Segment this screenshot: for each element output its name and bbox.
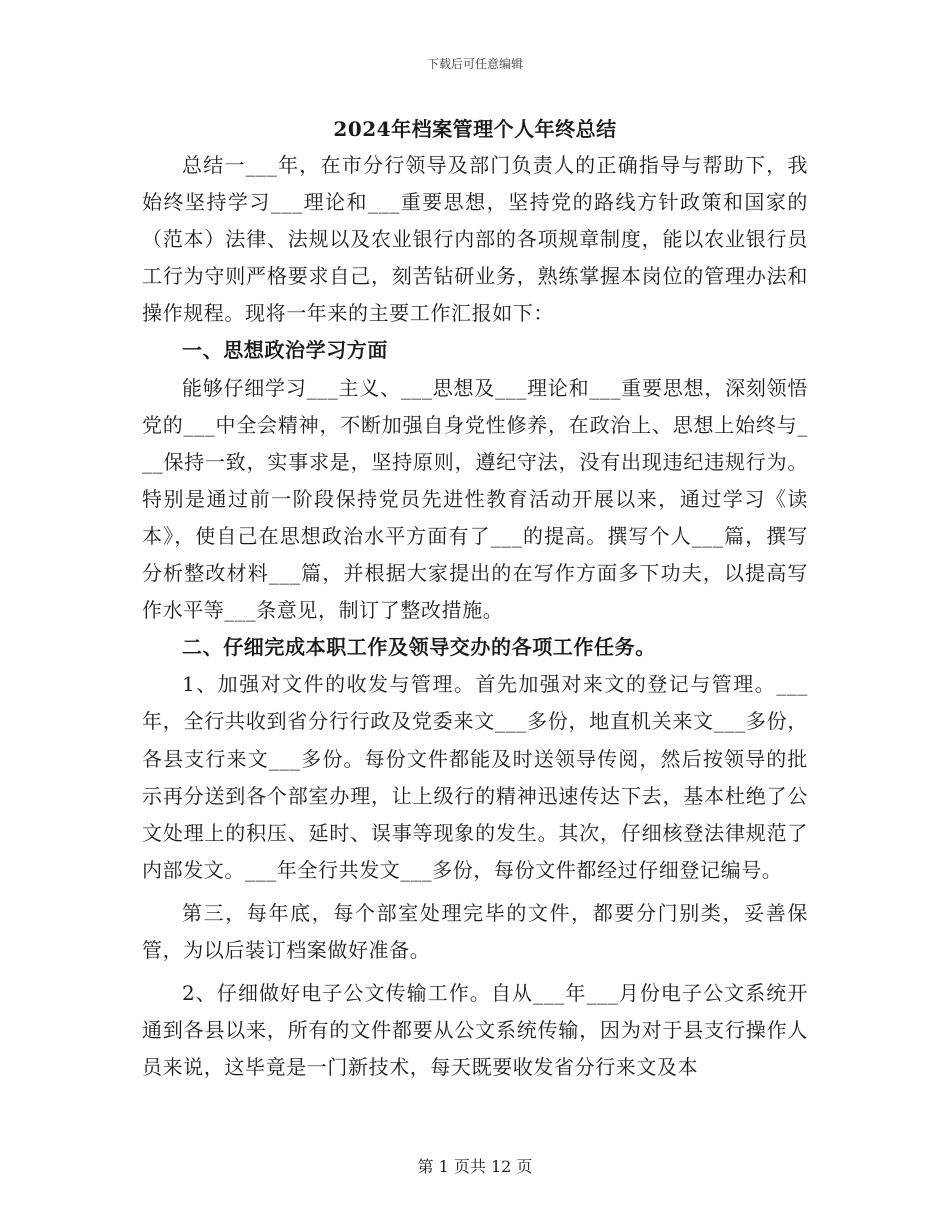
paragraph-political-study: 能够仔细学习___主义、___思想及___理论和___重要思想，深刻领悟党的___中全会精神，不断加强自身党性修养，在政治上、思想上始终与___保持一致，实事求是，坚持原则，遵纪守法，没有出现违纪违规行为。特别是通过前一阶段保持党员先进性教育活动开展以来，通过学习《读本》，使自己在思想政治水平方面有了___的提高。撰写个人___篇，撰写分析整改材料___篇，并根据大家提出的在写作方面多下功夫，以提高写作水平等___条意见，制订了整改措施。 bbox=[142, 375, 808, 623]
document-title: 2024年档案管理个人年终总结 bbox=[333, 117, 617, 141]
document-body bbox=[142, 112, 808, 1086]
page-header-note: 下载后可任意编辑 bbox=[426, 57, 523, 71]
section-heading-work-tasks: 二、仔细完成本职工作及领导交办的各项工作任务。 bbox=[182, 635, 656, 660]
paragraph-electronic-documents: 2、仔细做好电子公文传输工作。自从___年___月份电子公文系统开通到各县以来，所有的文件都要从公文系统传输，因为对于县支行操作人员来说，这毕竟是一门新技术，每天既要收发省分行来文及本 bbox=[142, 981, 808, 1080]
paragraph-intro: 总结一___年，在市分行领导及部门负责人的正确指导与帮助下，我始终坚持学习___理论和___重要思想，坚持党的路线方针政策和国家的（范本）法律、法规以及农业银行内部的各项规章制度，能以农业银行员工行为守则严格要求自己，刻苦钻研业务，熟练掌握本岗位的管理办法和操作规程。现将一年来的主要工作汇报如下： bbox=[142, 153, 808, 326]
section-heading-political-study: 一、思想政治学习方面 bbox=[182, 338, 388, 363]
paragraph-document-management: 1、加强对文件的收发与管理。首先加强对来文的登记与管理。___年，全行共收到省分行行政及党委来文___多份，地直机关来文___多份，各县支行来文___多份。每份文件都能及时送领导传阅，然后按领导的批示再分送到各个部室办理，让上级行的精神迅速传达下去，基本杜绝了公文处理上的积压、延时、误事等现象的发生。其次，仔细核登法律规范了内部发文。___年全行共发文___多份，每份文件都经过仔细登记编号。 bbox=[142, 672, 808, 882]
page-footer-page-number: 第 1 页共 12 页 bbox=[417, 1157, 533, 1176]
paragraph-archive-preparation: 第三，每年底，每个部室处理完毕的文件，都要分门别类，妥善保管，为以后装订档案做好准备。 bbox=[142, 900, 808, 962]
